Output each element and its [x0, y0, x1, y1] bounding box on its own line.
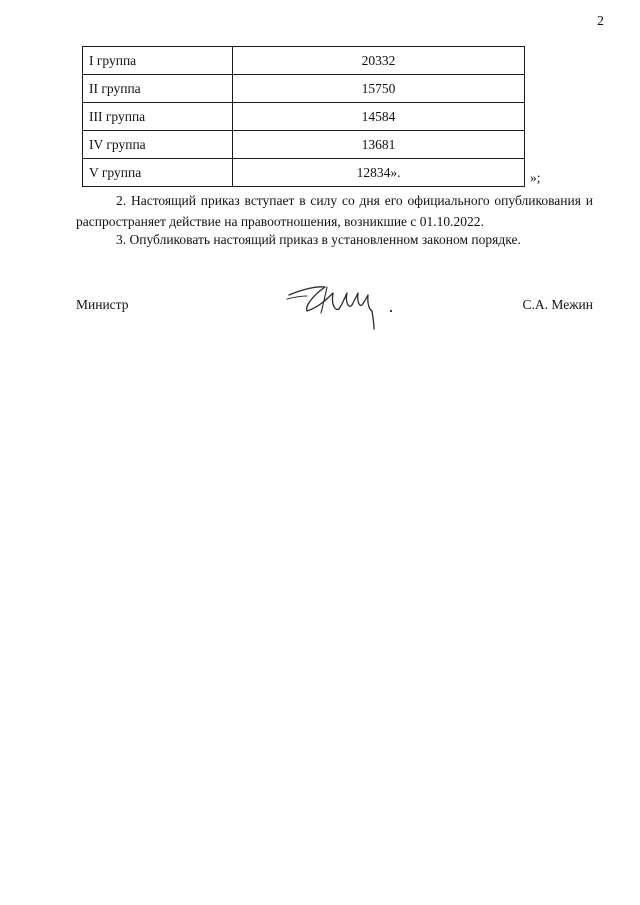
- signatory-position: Министр: [76, 297, 129, 312]
- paragraph-publication: 3. Опубликовать настоящий приказ в установленном законом порядке.: [116, 232, 521, 247]
- table-row: [83, 75, 525, 103]
- closing-quote-mark: »;: [530, 170, 541, 185]
- value-cell: 12834».: [233, 159, 525, 187]
- group-cell: II группа: [83, 75, 233, 103]
- table-row: [83, 103, 525, 131]
- group-cell: I группа: [83, 47, 233, 75]
- handwritten-signature-icon: [281, 277, 401, 339]
- value-cell: 20332: [233, 47, 525, 75]
- table-row: [83, 159, 525, 187]
- paragraph-effective-date: 2. Настоящий приказ вступает в силу со дня его официального опубликования и распространяет действие на правоотношения, возникшие с 01.10.2022.: [76, 193, 593, 229]
- signatory-name: С.А. Межин: [522, 297, 593, 312]
- value-cell: 13681: [233, 131, 525, 159]
- group-cell: V группа: [83, 159, 233, 187]
- page-number: 2: [597, 14, 604, 29]
- table-row: [83, 47, 525, 75]
- value-cell: 14584: [233, 103, 525, 131]
- value-cell: 15750: [233, 75, 525, 103]
- group-cell: III группа: [83, 103, 233, 131]
- signature-block: [76, 295, 593, 345]
- group-cell: IV группа: [83, 131, 233, 159]
- table-row: [83, 131, 525, 159]
- group-values-table: [82, 46, 525, 187]
